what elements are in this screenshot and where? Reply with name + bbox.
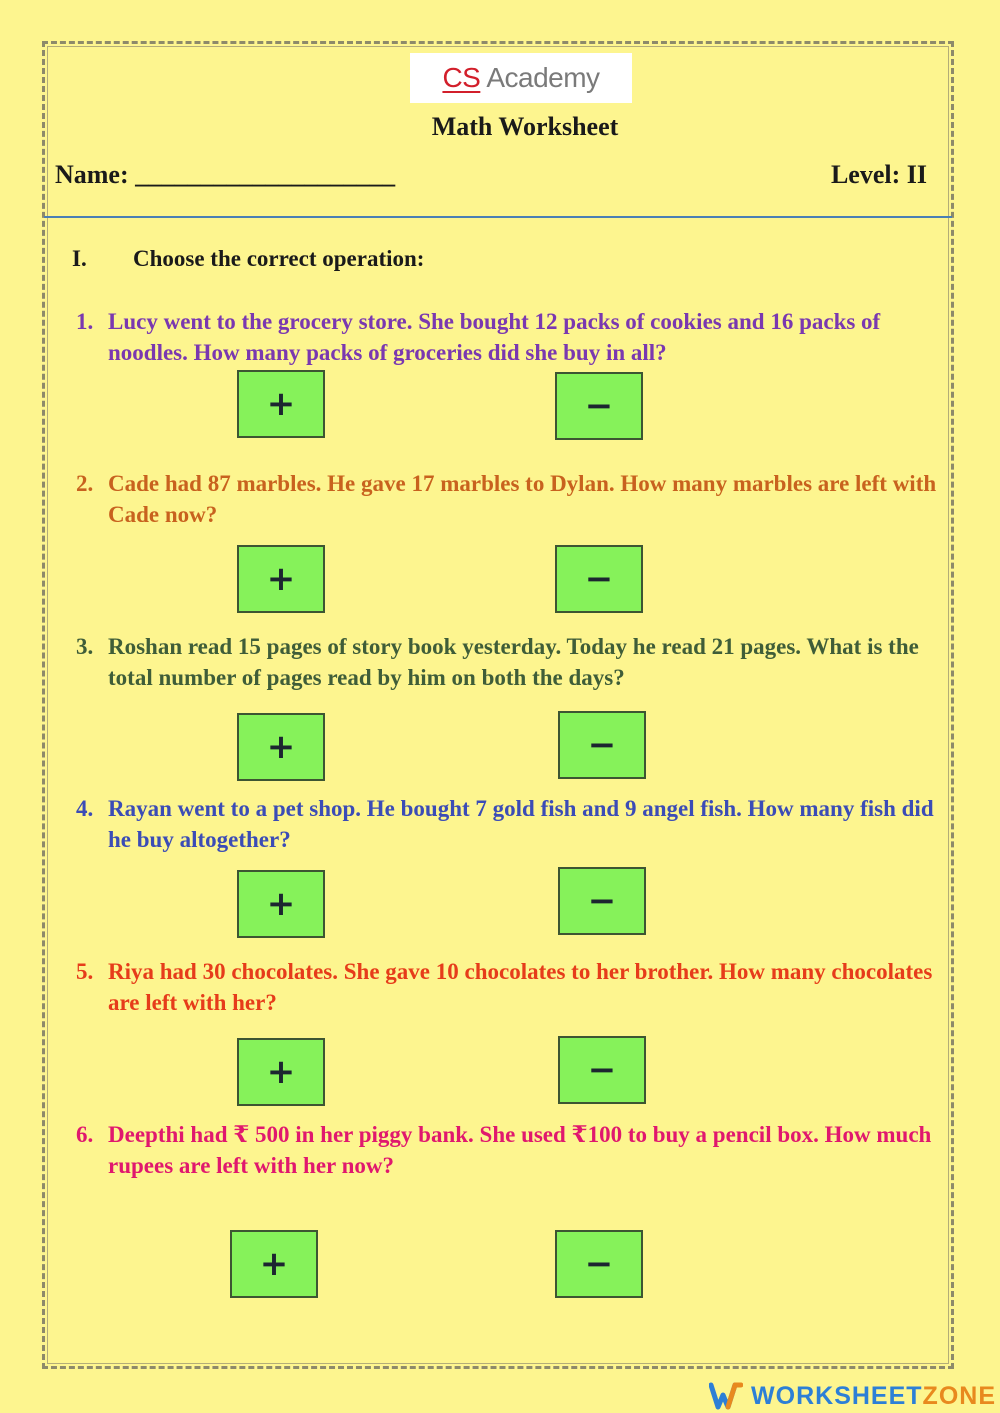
- question-text: Cade had 87 marbles. He gave 17 marbles to Dylan. How many marbles are left with Cade now?: [108, 471, 937, 527]
- section-heading: [72, 246, 424, 272]
- question-5: [76, 956, 938, 1018]
- worksheetzone-brand: [709, 1379, 996, 1413]
- worksheetzone-w-icon: [709, 1381, 743, 1411]
- question-number: 2.: [76, 471, 94, 496]
- cs-academy-logo: [410, 53, 632, 103]
- question-number: 1.: [76, 309, 94, 334]
- header-divider: [44, 216, 952, 218]
- question-text: Rayan went to a pet shop. He bought 7 gold fish and 9 angel fish. How many fish did he buy altogether?: [108, 796, 934, 852]
- minus-button-q3[interactable]: −: [558, 711, 646, 779]
- worksheet-title: Math Worksheet: [431, 112, 619, 141]
- question-text: Deepthi had ₹ 500 in her piggy bank. She used ₹100 to buy a pencil box. How much rupees are left with her now?: [108, 1122, 932, 1178]
- brand-zone: ZONE: [922, 1381, 996, 1410]
- question-3: [76, 631, 938, 693]
- plus-button-q5[interactable]: +: [237, 1038, 325, 1106]
- question-text: Riya had 30 chocolates. She gave 10 chocolates to her brother. How many chocolates are left with her?: [108, 959, 933, 1015]
- minus-button-q2[interactable]: −: [555, 545, 643, 613]
- question-1: [76, 306, 938, 368]
- minus-button-q5[interactable]: −: [558, 1036, 646, 1104]
- question-number: 4.: [76, 796, 94, 821]
- plus-button-q1[interactable]: +: [237, 370, 325, 438]
- question-text: Lucy went to the grocery store. She bought 12 packs of cookies and 16 packs of noodles. How many packs of groceries did she buy in all?: [108, 309, 881, 365]
- section-number: I.: [72, 246, 87, 271]
- minus-button-q6[interactable]: −: [555, 1230, 643, 1298]
- plus-button-q6[interactable]: +: [230, 1230, 318, 1298]
- question-text: Roshan read 15 pages of story book yesterday. Today he read 21 pages. What is the total number of pages read by him on both the days?: [108, 634, 919, 690]
- question-number: 3.: [76, 634, 94, 659]
- question-2: [76, 468, 938, 530]
- name-field[interactable]: Name: ____________________: [55, 160, 396, 189]
- minus-button-q1[interactable]: −: [555, 372, 643, 440]
- plus-button-q3[interactable]: +: [237, 713, 325, 781]
- minus-button-q4[interactable]: −: [558, 867, 646, 935]
- brand-worksheet: WORKSHEET: [751, 1381, 923, 1410]
- logo-cs-text: CS: [442, 62, 481, 93]
- section-instruction: Choose the correct operation:: [133, 246, 425, 271]
- level-label: Level: II: [830, 160, 927, 189]
- question-6: [76, 1119, 938, 1181]
- question-4: [76, 793, 938, 855]
- plus-button-q4[interactable]: +: [237, 870, 325, 938]
- plus-button-q2[interactable]: +: [237, 545, 325, 613]
- question-number: 6.: [76, 1122, 94, 1147]
- logo-academy-text: Academy: [486, 62, 600, 93]
- question-number: 5.: [76, 959, 94, 984]
